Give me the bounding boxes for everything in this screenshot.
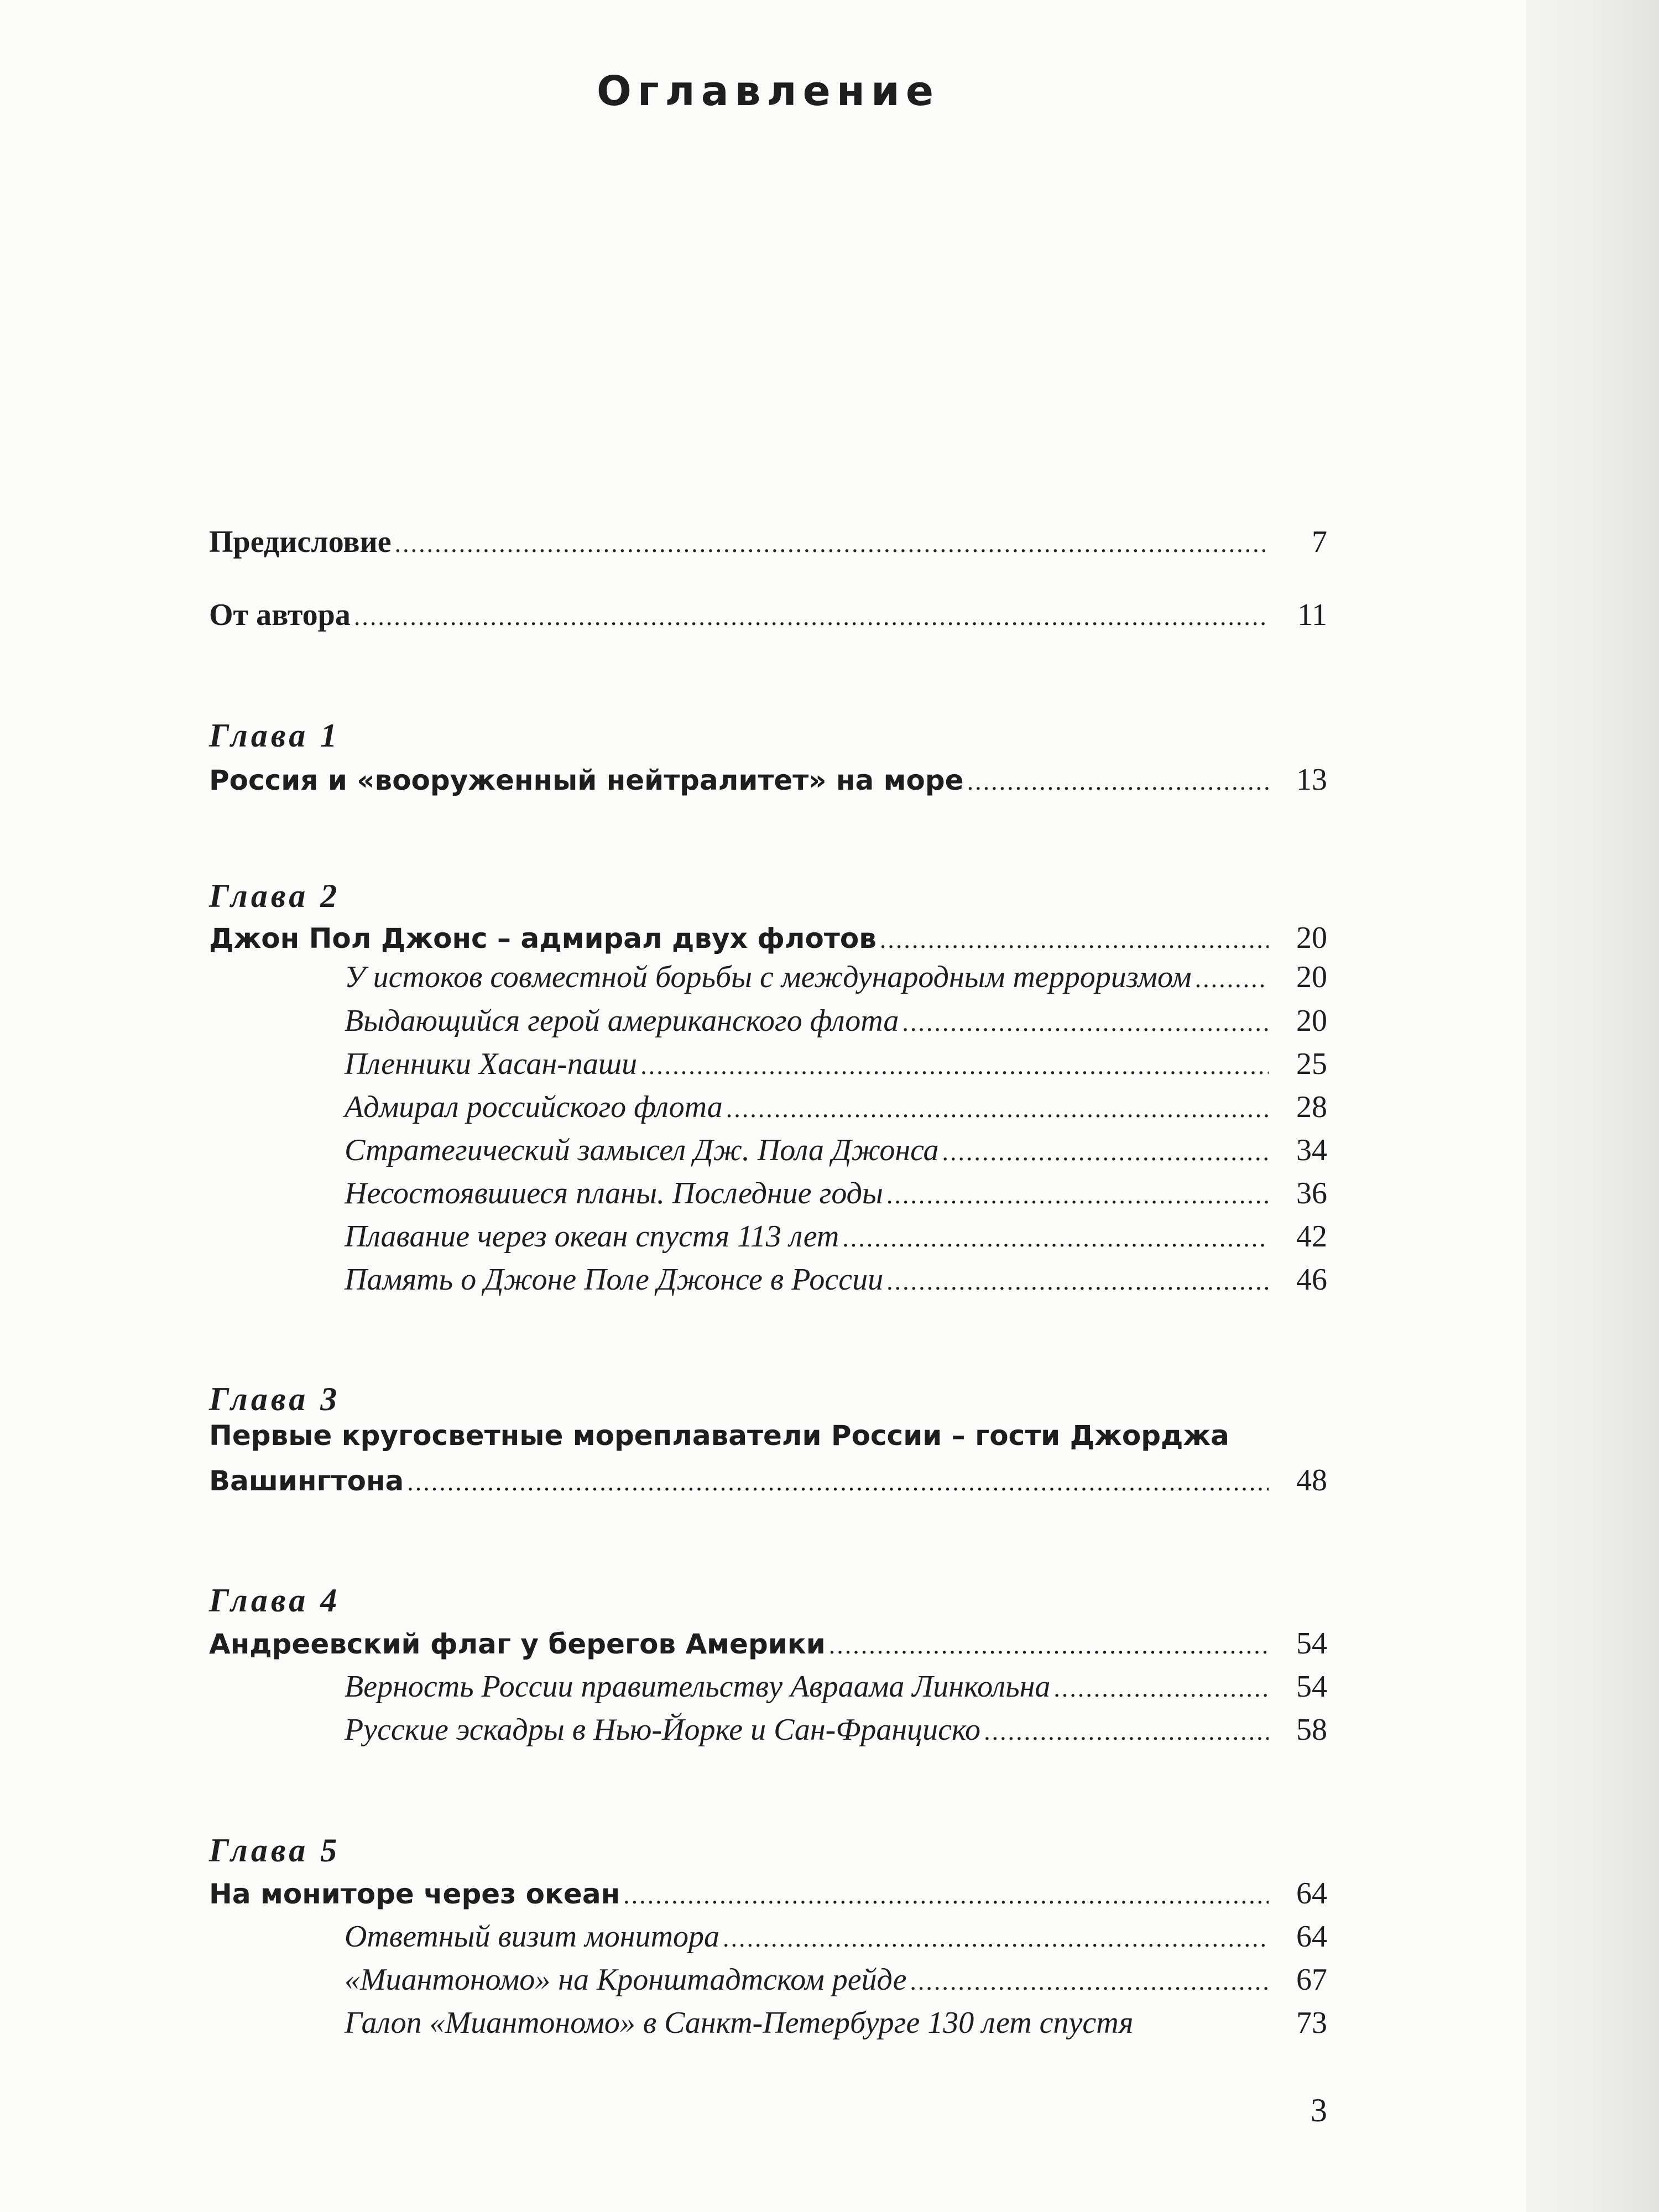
toc-entry-title: От автора [209,598,351,632]
chapter-page: 13 [1296,763,1327,797]
section-title: Пленники Хасан-паши [345,1047,638,1081]
section-title: Выдающийся герой американского флота [345,1004,899,1038]
section-page: 67 [1296,1963,1327,1997]
section-title: Несостоявшиеся планы. Последние годы [345,1176,883,1211]
dot-leader [395,529,1269,559]
section-page: 20 [1296,1004,1327,1038]
page-edge-shadow [1526,0,1659,2212]
section-page: 64 [1296,1919,1327,1954]
chapter-title: Джон Пол Джонс – адмирал двух флотов [209,922,877,954]
dot-leader [984,1717,1269,1746]
toc-chapter-5[interactable] [209,1876,1327,1911]
page-number: 3 [1311,2092,1327,2128]
toc-section[interactable] [345,1919,1327,1954]
chapter-label: Глава 1 [209,717,341,754]
section-title: Стратегический замысел Дж. Пола Джонса [345,1133,939,1167]
toc-chapter-4[interactable] [209,1626,1327,1661]
dot-leader [829,1631,1269,1660]
section-page: 54 [1296,1670,1327,1704]
chapter-title-line1[interactable]: Первые кругосветные мореплаватели России – гости Джорджа [209,1420,1229,1452]
section-page: 58 [1296,1713,1327,1747]
chapter-page: 64 [1296,1876,1327,1911]
toc-chapter-3[interactable] [209,1463,1327,1498]
dot-leader [942,1138,1269,1167]
section-title: Галоп «Миантономо» в Санкт-Петербурге 130 лет спустя [345,2006,1134,2040]
section-page: 73 [1296,2006,1327,2040]
section-page: 42 [1296,1219,1327,1254]
toc-section[interactable] [345,1046,1327,1082]
dot-leader [902,1008,1269,1037]
chapter-page: 20 [1296,921,1327,955]
toc-entry-page: 7 [1312,525,1327,559]
toc-entry-page: 11 [1297,598,1327,632]
dot-leader [886,1267,1269,1296]
toc-chapter-2[interactable] [209,920,1327,956]
toc-entry-preface[interactable] [209,524,1327,560]
chapter-title-line2: Вашингтона [209,1465,404,1497]
chapter-label: Глава 2 [209,878,341,914]
chapter-title: Андреевский флаг у берегов Америки [209,1628,826,1660]
dot-leader [726,1094,1269,1124]
toc-chapter-1[interactable] [209,762,1327,797]
section-title: Плавание через океан спустя 113 лет [345,1219,839,1254]
toc-section[interactable] [345,1219,1327,1254]
dot-leader [407,1468,1269,1497]
section-title: «Миантономо» на Кронштадтском рейде [345,1963,907,1997]
section-page: 25 [1296,1047,1327,1081]
section-title: Адмирал российского флота [345,1090,723,1124]
toc-section[interactable] [345,1262,1327,1297]
chapter-title: Россия и «вооруженный нейтралитет» на море [209,764,964,796]
dot-leader [354,602,1269,632]
section-title: Память о Джоне Поле Джонсе в России [345,1262,884,1297]
chapter-label: Глава 3 [209,1381,341,1417]
toc-entry-from-author[interactable] [209,597,1327,633]
dot-leader [886,1181,1269,1210]
chapter-title: На мониторе через океан [209,1878,620,1910]
section-page: 34 [1296,1133,1327,1167]
toc-section[interactable] [345,1133,1327,1168]
dot-leader [1053,1674,1269,1703]
toc-section[interactable] [345,1962,1327,1997]
toc-section[interactable] [345,959,1327,995]
section-page: 28 [1296,1090,1327,1124]
dot-leader [640,1051,1269,1081]
section-title: Ответный визит монитора [345,1919,720,1954]
toc-title: Оглавление [596,67,940,115]
chapter-page: 48 [1296,1463,1327,1498]
toc-section[interactable] [345,1003,1327,1039]
dot-leader [723,1924,1269,1953]
toc-section[interactable] [345,1712,1327,1747]
toc-section[interactable] [345,1669,1327,1704]
dot-leader [967,767,1269,796]
section-page: 20 [1296,960,1327,994]
table-of-contents [209,0,1327,2212]
section-title: Верность России правительству Авраама Линкольна [345,1670,1051,1704]
chapter-page: 54 [1296,1626,1327,1661]
toc-section[interactable] [345,2005,1327,2041]
dot-leader [842,1224,1269,1253]
chapter-label: Глава 5 [209,1832,341,1869]
toc-entry-title: Предисловие [209,525,392,559]
chapter-label: Глава 4 [209,1582,341,1619]
section-title: У истоков совместной борьбы с международным терроризмом [345,960,1192,994]
dot-leader [880,925,1269,954]
toc-section[interactable] [345,1176,1327,1211]
toc-section[interactable] [345,1089,1327,1125]
dot-leader [910,1967,1269,1996]
section-page: 46 [1296,1262,1327,1297]
dot-leader [623,1881,1269,1910]
dot-leader [1195,964,1269,994]
section-title: Русские эскадры в Нью-Йорке и Сан-Франциско [345,1713,981,1747]
section-page: 36 [1296,1176,1327,1211]
